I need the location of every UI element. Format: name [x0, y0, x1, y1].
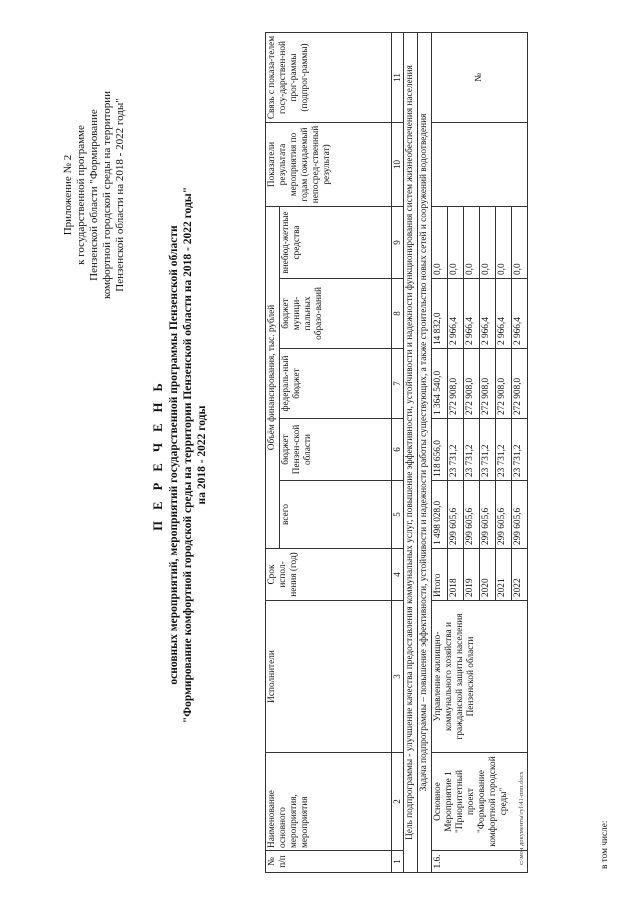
cell-extra: 0,0: [496, 206, 512, 278]
cell-municipal: 14 832,0: [432, 279, 448, 349]
cell-municipal: 2 966,4: [448, 279, 464, 349]
appendix-line: Пензенской области на 2018 - 2022 годы": [114, 98, 126, 292]
cell-municipal: 2 966,4: [496, 279, 512, 349]
cell-total: 299 605,6: [480, 481, 496, 549]
header-num: № п/п: [266, 851, 392, 873]
file-path: c:\мои документы\ryl\41-ппп.docx: [518, 771, 525, 865]
header-indicators: Показатели результата мероприятия по годам (ожидаемый непосред-ственный результат): [266, 122, 392, 206]
cell-term: Итого: [432, 549, 448, 601]
cell-extra: 0,0: [480, 206, 496, 278]
cell-extra: 0,0: [512, 206, 528, 278]
cell-federal: 272 908,0: [480, 349, 496, 419]
header-funding-group: Объём финансирования, тыс. рублей: [266, 206, 280, 548]
header-total: всего: [280, 481, 392, 549]
goal-text: Цель подпрограммы - улучшение качества предоставления коммунальных услуг, повышение эффективности, устойчивости и надежности функционирования систем жизнеобеспечения населения: [404, 32, 418, 872]
task-row: [418, 32, 432, 872]
cell-total: 1 498 028,0: [432, 481, 448, 549]
header-regional: бюджет Пензен-ской области: [280, 419, 392, 481]
cell-term: 2021: [496, 549, 512, 601]
cell-federal: 272 908,0: [464, 349, 480, 419]
cell-total: 299 605,6: [448, 481, 464, 549]
col-number: 2: [392, 753, 404, 851]
goal-row: [404, 32, 418, 872]
cell-regional: 23 731,2: [512, 419, 528, 481]
cell-municipal: 2 966,4: [480, 279, 496, 349]
col-number: 3: [392, 601, 404, 753]
col-number: 8: [392, 279, 404, 349]
cell-regional: 23 731,2: [480, 419, 496, 481]
cell-total: 299 605,6: [512, 481, 528, 549]
heading-program-name: "Формирование комфортной городской среды на территории Пензенской области на 2018 - 2022 годы": [182, 186, 194, 724]
activities-table: [265, 32, 528, 873]
cell-regional: 118 656,0: [432, 419, 448, 481]
cell-total: 299 605,6: [496, 481, 512, 549]
cell-term: 2022: [512, 549, 528, 601]
cell-extra: 0,0: [464, 206, 480, 278]
row-executor: Управление жилищно-коммунального хозяйства и гражданской защиты населения Пензенской области: [432, 601, 528, 753]
col-number: 9: [392, 206, 404, 278]
cell-term: 2019: [464, 549, 480, 601]
cell-term: 2018: [448, 549, 464, 601]
cell-regional: 23 731,2: [496, 419, 512, 481]
col-number: 7: [392, 349, 404, 419]
heading-period: на 2018 - 2022 годы: [196, 405, 208, 505]
document-heading: [150, 125, 209, 785]
appendix-line: Пензенской области "Формирование: [88, 109, 100, 281]
appendix-line: к государственной программе: [75, 125, 87, 265]
header-name: Наименование основного мероприятия, мероприятия: [266, 753, 392, 851]
row-num: 1.6.: [432, 851, 528, 873]
cell-federal: 272 908,0: [448, 349, 464, 419]
header-row: [266, 32, 280, 872]
appendix-line: комфортной городской среды на территории: [101, 90, 113, 300]
appendix-note: [62, 45, 127, 345]
col-number: 1: [392, 851, 404, 873]
col-number: 5: [392, 481, 404, 549]
cell-federal: 1 364 540,0: [432, 349, 448, 419]
cell-regional: 23 731,2: [448, 419, 464, 481]
column-number-row: [392, 32, 404, 872]
col-number: 6: [392, 419, 404, 481]
including-label: в том числе:: [600, 820, 610, 869]
cell-regional: 23 731,2: [464, 419, 480, 481]
header-executor: Исполнители: [266, 601, 392, 753]
cell-total: 299 605,6: [464, 481, 480, 549]
appendix-line: Приложение № 2: [62, 154, 74, 236]
task-text: Задача подпрограммы – повышение эффективности, устойчивости и надежности работы существующих, а также строительство новых сетей и сооружений водоотведения: [418, 32, 432, 872]
cell-federal: 272 908,0: [512, 349, 528, 419]
heading-title: П Е Р Е Ч Е Н Ь: [151, 379, 165, 531]
cell-municipal: 2 966,4: [512, 279, 528, 349]
cell-federal: 272 908,0: [496, 349, 512, 419]
header-municipal: бюджет муници-пальных образо-ваний: [280, 279, 392, 349]
cell-link: №: [432, 32, 528, 122]
header-federal: федераль-ный бюджет: [280, 349, 392, 419]
cell-municipal: 2 966,4: [464, 279, 480, 349]
cell-indicators: [432, 122, 528, 206]
col-number: 4: [392, 549, 404, 601]
header-link: Связь с показа-телем госу-дарствен-ной прог-раммы (подпрог-раммы): [266, 32, 392, 122]
row-name: Основное Мероприятие 1 "Приоритетный проект "Формирование комфортной городской среды": [432, 753, 528, 851]
cell-extra: 0,0: [448, 206, 464, 278]
header-extrabudget: внебюд-жетные средства: [280, 206, 392, 278]
cell-term: 2020: [480, 549, 496, 601]
col-number: 10: [392, 122, 404, 206]
heading-subtitle: основных мероприятий, мероприятий государственной программы Пензенской области: [168, 225, 180, 685]
table-row: [432, 32, 448, 872]
col-number: 11: [392, 32, 404, 122]
cell-extra: 0,0: [432, 206, 448, 278]
header-term: Срок испол-нения (год): [266, 549, 392, 601]
